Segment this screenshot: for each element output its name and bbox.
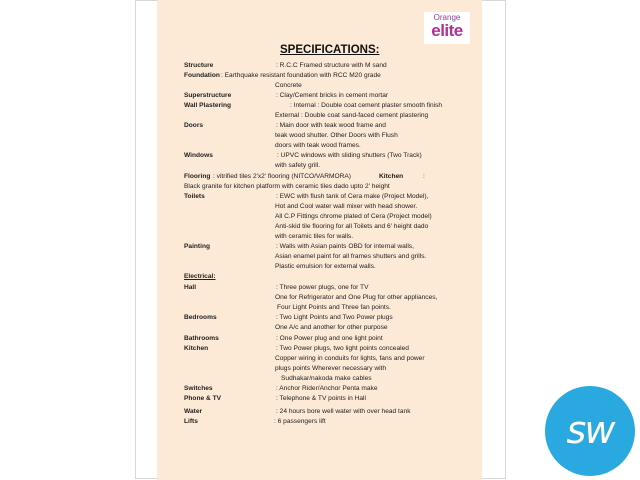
spec-cont-foundation: Concrete (275, 82, 302, 89)
spec-cont-kitchen-2: plugs points Wherever necessary with (275, 365, 387, 372)
spec-value-toilets: : EWC with flush tank of Cera make (Project Model), (276, 193, 429, 200)
spec-value-windows: : UPVC windows with sliding shutters (Two Track) (277, 152, 422, 159)
spec-value-doors: : Main door with teak wood frame and (276, 122, 386, 129)
spec-cont-painting-2: Plastic emulsion for external walls. (275, 263, 376, 270)
brand-logo (424, 12, 470, 44)
spec-value-structure: : R.C.C Framed structure with M sand (276, 62, 387, 69)
spec-cont-hall-2: Four Light Points and Three fan points. (277, 304, 391, 311)
spec-cont-painting-1: Asian enamel paint for all frames shutters and grills. (275, 253, 427, 260)
spec-full-kitchen-granite: Black granite for kitchen platform with ceramic tiles dado upto 2' height (184, 183, 390, 190)
spec-value-wall-plastering: : Internal : Double coat cement plaster smooth finish (290, 102, 443, 109)
spec-label-hall: Hall (184, 284, 197, 291)
spec-value-kitchen: : Two Power plugs, two light points concealed (276, 345, 409, 352)
spec-cont-toilets-1: Hot and Cool water wall mixer with head shower. (275, 203, 418, 210)
spec-cont-toilets-2: All C.P Fittings chrome plated of Cera (Project model) (275, 213, 432, 220)
spec-colon-kitchen-flooring: : (423, 173, 425, 180)
spec-label-bathrooms: Bathrooms (184, 335, 219, 342)
spec-value-flooring: : vitrified tiles 2'x2' flooring (NITCO/VARMORA) (213, 173, 351, 180)
spec-value-lifts: : 6 passengers lift (274, 418, 326, 425)
spec-label-foundation: Foundation (184, 72, 220, 79)
spec-cont-doors-1: teak wood shutter. Other Doors with Flush (275, 132, 398, 139)
page-title: SPECIFICATIONS: (280, 44, 380, 56)
spec-cont-kitchen-3: Sudhakar/nakoda make cables (281, 375, 372, 382)
spec-label-doors: Doors (184, 122, 204, 129)
spec-value-foundation: : Earthquake resistant foundation with RCC M20 grade (221, 72, 381, 79)
spec-label-structure: Structure (184, 62, 214, 69)
spec-label-flooring: Flooring (184, 173, 211, 180)
logo-main-text: elite (431, 21, 463, 40)
spec-value-hall: : Three power plugs, one for TV (276, 284, 369, 291)
spec-cont-kitchen-1: Copper wiring in conduits for lights, fans and power (275, 355, 425, 362)
spec-cont-hall-1: One for Refrigerator and One Plug for other appliances, (275, 294, 438, 301)
spec-cont-toilets-4: with ceramic tiles for walls. (275, 233, 354, 240)
spec-value-switches: : Anchor Rider/Anchor Penta make (276, 385, 378, 392)
spec-value-superstructure: : Clay/Cement bricks in cement mortar (276, 92, 389, 99)
spec-label-windows: Windows (184, 152, 213, 159)
spec-cont-bedrooms: One A/c and another for other purpose (275, 324, 388, 331)
spec-label-wall-plastering: Wall Plastering (184, 102, 232, 109)
sw-badge-text: sw (566, 408, 614, 452)
spec-label-superstructure: Superstructure (184, 92, 232, 99)
spec-cont-doors-2: doors with teak wood frames. (275, 142, 361, 149)
spec-label-switches: Switches (184, 385, 213, 392)
spec-label-phone-tv: Phone & TV (184, 395, 221, 402)
spec-label-painting: Painting (184, 243, 211, 250)
spec-label-kitchen: Kitchen (184, 345, 209, 352)
spec-label-bedrooms: Bedrooms (184, 314, 217, 321)
spec-value-bathrooms: : One Power plug and one light point (276, 335, 383, 342)
spec-value-water: : 24 hours bore well water with over head tank (276, 408, 411, 415)
section-heading-electrical: Electrical: (184, 273, 216, 280)
logo-top-text: Orange (433, 13, 461, 22)
spec-value-bedrooms: : Two Light Points and Two Power plugs (276, 314, 393, 321)
sw-badge-logo[interactable] (545, 386, 635, 476)
spec-cont-wall-plastering: External : Double coat sand-faced cement plastering (275, 112, 429, 119)
spec-label-kitchen-flooring: Kitchen (379, 173, 404, 180)
spec-label-water: Water (184, 408, 203, 415)
spec-label-lifts: Lifts (184, 418, 198, 425)
spec-cont-windows: with safety grill. (275, 162, 321, 169)
spec-label-toilets: Toilets (184, 193, 205, 200)
spec-value-phone-tv: : Telephone & TV points in Hall (276, 395, 366, 402)
spec-value-painting: : Walls with Asian paints OBD for internal walls, (276, 243, 414, 250)
spec-cont-toilets-3: Anti-skid tile flooring for all Toilets and 6' height dado (275, 223, 429, 230)
